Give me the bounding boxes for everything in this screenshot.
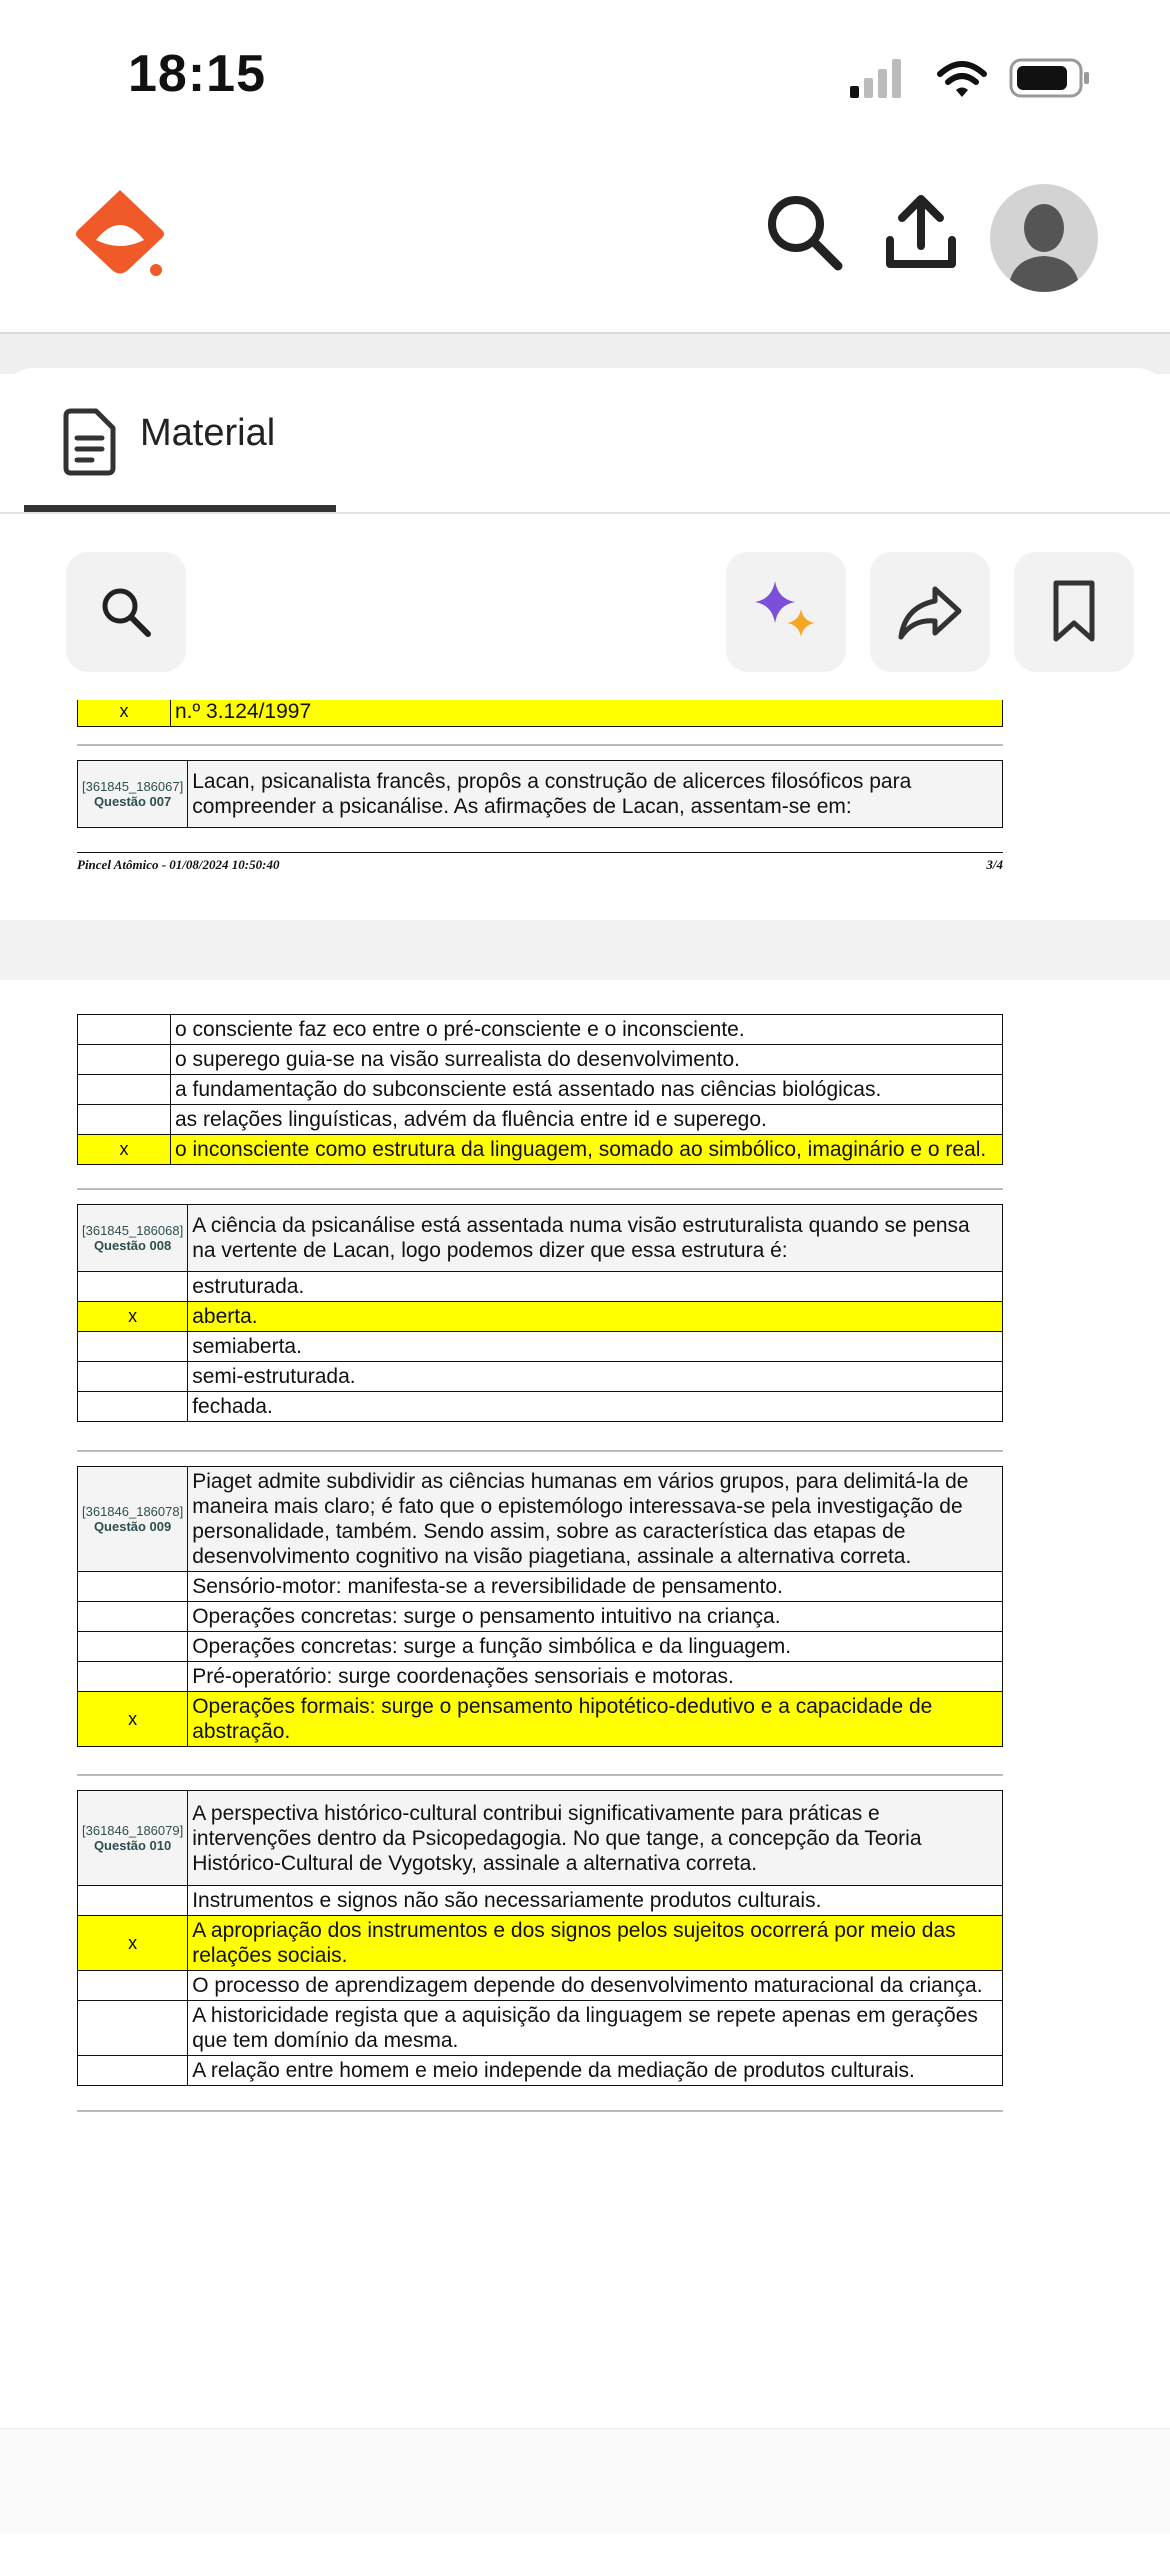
answer-mark: x <box>78 700 171 727</box>
footer-timestamp: Pincel Atômico - 01/08/2024 10:50:40 <box>77 857 280 872</box>
answer-mark <box>78 1045 171 1075</box>
prev-answer-table <box>77 700 1003 727</box>
app-bar <box>0 150 1170 334</box>
answer-mark <box>78 1075 171 1105</box>
status-icons <box>850 56 1090 100</box>
option-row[interactable] <box>78 1971 1003 2001</box>
question-007-options <box>77 1014 1003 1165</box>
question-number: Questão 008 <box>93 1238 172 1253</box>
question-number: Questão 009 <box>93 1519 172 1534</box>
question-id: [361846_186078] <box>82 1504 184 1519</box>
option-text: semi-estruturada. <box>188 1362 1003 1392</box>
answer-mark <box>78 1602 188 1632</box>
share-button[interactable] <box>870 552 990 672</box>
answer-mark <box>78 1105 171 1135</box>
share-icon <box>895 577 965 647</box>
separator <box>77 1774 1003 1776</box>
cellular-signal-icon <box>850 59 901 98</box>
option-row-selected[interactable] <box>78 1916 1003 1971</box>
user-icon <box>990 184 1098 292</box>
option-row[interactable] <box>78 1075 1003 1105</box>
bookmark-icon <box>1044 577 1104 647</box>
option-row[interactable] <box>78 1886 1003 1916</box>
separator <box>77 2110 1003 2112</box>
question-009 <box>77 1466 1003 1747</box>
answer-mark <box>78 1362 188 1392</box>
option-text: as relações linguísticas, advém da fluência entre id e superego. <box>171 1105 1003 1135</box>
upload-icon <box>876 188 966 278</box>
option-row[interactable] <box>78 2056 1003 2086</box>
question-number: Questão 010 <box>93 1838 172 1853</box>
option-text: semiaberta. <box>188 1332 1003 1362</box>
page-gap <box>0 920 1170 980</box>
question-stem-row <box>78 1791 1003 1886</box>
question-id-cell <box>78 1791 188 1886</box>
question-text: A perspectiva histórico-cultural contribui significativamente para práticas e intervenções dentro da Psicopedagogia. No que tange, a concepção da Teoria Histórico-Cultural de Vygotsky, assinale a alternativa correta. <box>188 1791 1003 1886</box>
battery-icon <box>1011 60 1089 96</box>
answer-mark <box>78 2056 188 2086</box>
status-bar <box>0 0 1170 150</box>
tab-material[interactable] <box>24 368 336 513</box>
option-row[interactable] <box>78 1362 1003 1392</box>
option-row[interactable] <box>78 1045 1003 1075</box>
bookmark-button[interactable] <box>1014 552 1134 672</box>
footer-page-number: 3/4 <box>986 857 1003 872</box>
wifi-icon <box>940 64 984 97</box>
option-text: a fundamentação do subconsciente está assentado nas ciências biológicas. <box>171 1075 1003 1105</box>
tab-divider <box>0 512 1170 514</box>
option-text: o inconsciente como estrutura da linguagem, somado ao simbólico, imaginário e o real. <box>171 1135 1003 1165</box>
answer-mark <box>78 2001 188 2056</box>
question-text: Piaget admite subdividir as ciências humanas em vários grupos, para delimitá-la de maneira mais claro; é fato que o epistemólogo interessava-se pela investigação de personalidade, também. Sendo assim, sobre as característica das etapas de desenvolvimento cognitivo na visão piagetiana, assinale a alternativa correta. <box>188 1467 1003 1572</box>
answer-mark <box>78 1971 188 2001</box>
question-text: A ciência da psicanálise está assentada numa visão estruturalista quando se pensa na vertente de Lacan, logo podemos dizer que essa estrutura é: <box>188 1205 1003 1272</box>
question-id: [361845_186067] <box>82 779 184 794</box>
document-viewer[interactable] <box>0 700 1170 2430</box>
answer-mark <box>78 1332 188 1362</box>
question-id-cell <box>78 1205 188 1272</box>
question-number: Questão 007 <box>93 794 172 809</box>
option-text: Operações concretas: surge a função simbólica e da linguagem. <box>188 1632 1003 1662</box>
option-row[interactable] <box>78 1392 1003 1422</box>
option-text: fechada. <box>188 1392 1003 1422</box>
avatar[interactable] <box>990 184 1098 292</box>
option-row[interactable] <box>78 1662 1003 1692</box>
question-id-cell <box>78 1467 188 1572</box>
option-row[interactable] <box>78 1015 1003 1045</box>
ai-assist-button[interactable] <box>726 552 846 672</box>
option-row[interactable] <box>78 1602 1003 1632</box>
answer-mark <box>78 1632 188 1662</box>
option-text: o superego guia-se na visão surrealista do desenvolvimento. <box>171 1045 1003 1075</box>
option-text: A apropriação dos instrumentos e dos signos pelos sujeitos ocorrerá por meio das relações sociais. <box>188 1916 1003 1971</box>
answer-mark <box>78 1272 188 1302</box>
answer-mark <box>78 1392 188 1422</box>
option-text: A historicidade regista que a aquisição da linguagem se repete apenas em gerações que tem domínio da mesma. <box>188 2001 1003 2056</box>
option-row[interactable] <box>78 700 1003 727</box>
option-row[interactable] <box>78 1332 1003 1362</box>
option-text: O processo de aprendizagem depende do desenvolvimento maturacional da criança. <box>188 1971 1003 2001</box>
answer-mark: x <box>78 1916 188 1971</box>
option-text: A relação entre homem e meio independe da mediação de produtos culturais. <box>188 2056 1003 2086</box>
search-button[interactable] <box>760 188 850 278</box>
separator <box>77 1450 1003 1452</box>
question-id: [361846_186079] <box>82 1823 184 1838</box>
answer-mark: x <box>78 1135 171 1165</box>
app-logo[interactable] <box>70 190 170 280</box>
option-text: aberta. <box>188 1302 1003 1332</box>
question-007-stem <box>77 760 1003 828</box>
option-text: Sensório-motor: manifesta-se a reversibilidade de pensamento. <box>188 1572 1003 1602</box>
question-008 <box>77 1204 1003 1422</box>
question-010 <box>77 1790 1003 2086</box>
option-row[interactable] <box>78 2001 1003 2056</box>
option-row-selected[interactable] <box>78 1302 1003 1332</box>
question-stem-row <box>78 761 1003 828</box>
answer-mark: x <box>78 1302 188 1332</box>
option-row-selected[interactable] <box>78 1135 1003 1165</box>
answer-mark <box>78 1015 171 1045</box>
option-text: Pré-operatório: surge coordenações sensoriais e motoras. <box>188 1662 1003 1692</box>
separator <box>77 1188 1003 1190</box>
answer-mark <box>78 1572 188 1602</box>
option-text: Instrumentos e signos não são necessariamente produtos culturais. <box>188 1886 1003 1916</box>
ai-sparkle-icon <box>751 577 821 647</box>
document-icon <box>60 408 118 476</box>
answer-mark <box>78 1886 188 1916</box>
doc-search-button[interactable] <box>66 552 186 672</box>
page-footer <box>77 852 1003 873</box>
status-time: 18:15 <box>128 45 266 103</box>
option-row[interactable] <box>78 1272 1003 1302</box>
question-id: [361845_186068] <box>82 1223 184 1238</box>
answer-mark <box>78 1662 188 1692</box>
option-row[interactable] <box>78 1572 1003 1602</box>
question-stem-row <box>78 1205 1003 1272</box>
separator <box>77 744 1003 746</box>
option-text: Operações concretas: surge o pensamento intuitivo na criança. <box>188 1602 1003 1632</box>
search-icon <box>760 188 850 278</box>
tab-label: Material <box>140 412 276 454</box>
option-text: n.º 3.124/1997 <box>171 700 1003 727</box>
option-row[interactable] <box>78 1105 1003 1135</box>
answer-mark: x <box>78 1692 188 1747</box>
search-icon <box>96 582 156 642</box>
option-text: estruturada. <box>188 1272 1003 1302</box>
option-text: Operações formais: surge o pensamento hipotético-dedutivo e a capacidade de abstração. <box>188 1692 1003 1747</box>
question-id-cell <box>78 761 188 828</box>
bottom-bar <box>0 2428 1170 2533</box>
question-text: Lacan, psicanalista francês, propôs a construção de alicerces filosóficos para compreender a psicanálise. As afirmações de Lacan, assentam-se em: <box>188 761 1003 828</box>
option-row[interactable] <box>78 1632 1003 1662</box>
option-text: o consciente faz eco entre o pré-consciente e o inconsciente. <box>171 1015 1003 1045</box>
question-stem-row <box>78 1467 1003 1572</box>
upload-button[interactable] <box>876 188 966 278</box>
option-row-selected[interactable] <box>78 1692 1003 1747</box>
